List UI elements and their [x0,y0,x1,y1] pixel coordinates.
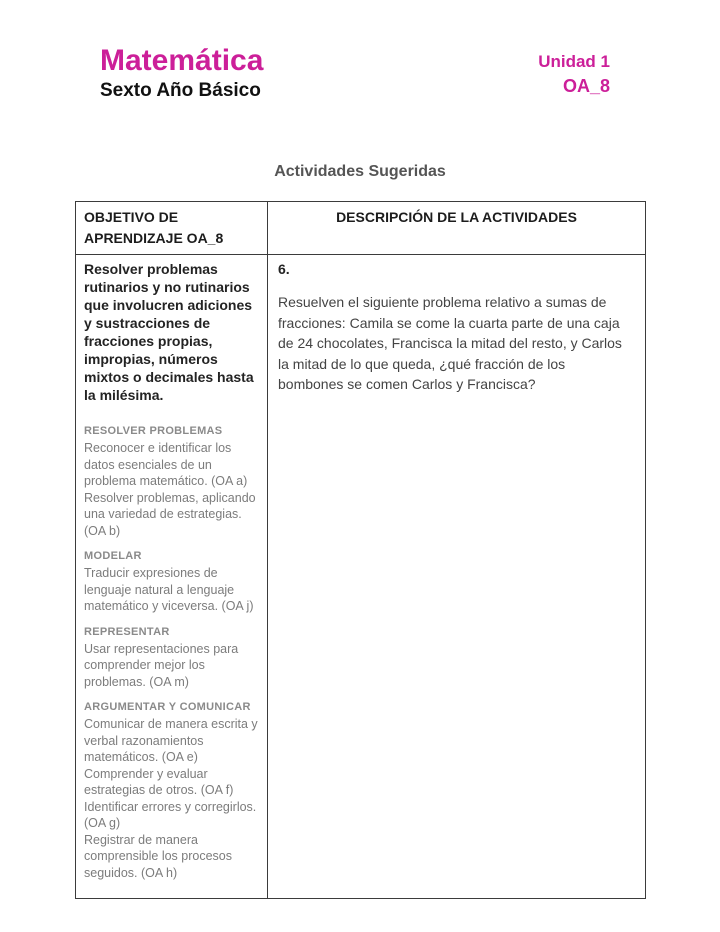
skill-item: Registrar de manera comprensible los procesos seguidos. (OA h) [84,832,232,880]
skill-item: Identificar errores y corregirlos. (OA g) [84,799,257,830]
skill-section-modelar [84,548,259,615]
objective-text: Resolver problemas rutinarios y no rutinarios que involucren adiciones y sustracciones de fracciones propias, impropias, números mixtos o decimales hasta la milésima. [84,261,254,403]
activity-description: Resuelven el siguiente problema relativo a sumas de fracciones: Camila se come la cuarta parte de una caja de 24 chocolates, Francisca la mitad del resto, y Carlos la mitad de lo que queda, ¿qué fracción de los bombones se comen Carlos y Francisca? [278,294,622,392]
skills-block [84,423,259,881]
skill-item: Resolver problemas, aplicando una variedad de estrategias. (OA b) [84,490,256,538]
table-header-row [76,202,646,255]
skill-title: MODELAR [84,550,142,562]
description-column-header: DESCRIPCIÓN DE LA ACTIVIDADES [268,202,646,255]
objective-cell [76,255,268,899]
skill-item: Comunicar de manera escrita y verbal razonamientos matemáticos. (OA e) [84,717,258,764]
document-header-right [538,52,610,97]
skill-item: Comprender y evaluar estrategias de otros. (OA f) [84,766,234,797]
skill-title: REPRESENTAR [84,625,170,638]
skill-title: ARGUMENTAR Y COMUNICAR [84,701,251,713]
grade-title: Sexto Año Básico [100,80,261,101]
skill-item: Usar representaciones para comprender mejor los problemas. (OA m) [84,641,239,689]
activities-table [75,201,646,899]
table-body-row [76,255,646,899]
section-title: Actividades Sugeridas [274,163,446,180]
skill-item: Reconocer e identificar los datos esenciales de un problema matemático. (OA a) [84,441,248,488]
activity-number: 6. [278,261,290,277]
activity-cell [268,255,646,899]
objective-column-header: OBJETIVO DE APRENDIZAJE OA_8 [76,202,268,255]
skill-section-argumentar-y-comunicar [84,699,259,881]
skill-section-resolver-problemas [84,423,259,539]
document-header-left [100,44,263,102]
subject-title: Matemática [100,44,264,77]
oa-code-label: OA_8 [562,76,610,97]
skill-section-representar [84,624,259,691]
unit-label: Unidad 1 [538,52,610,71]
skill-item: Traducir expresiones de lenguaje natural a lenguaje matemático y viceversa. (OA j) [84,566,254,613]
skill-title: RESOLVER PROBLEMAS [84,425,223,437]
